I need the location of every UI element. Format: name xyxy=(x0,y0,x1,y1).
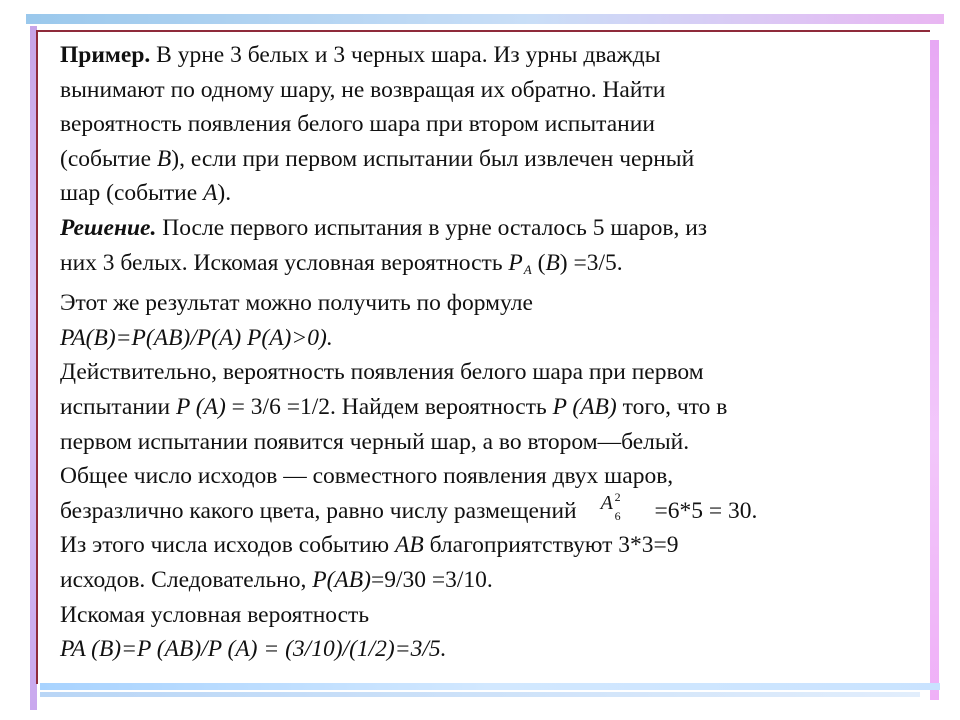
prob-PAB: P (AB) xyxy=(552,393,617,420)
example-line-3: вероятность появления белого шара при втором испытании xyxy=(60,111,655,138)
text: благоприятствуют 3*3=9 xyxy=(423,532,679,559)
detail-line-4: Общее число исходов — совместного появления двух шаров, xyxy=(60,463,674,490)
text: В урне 3 белых и 3 черных шара. Из урны дважды xyxy=(150,42,661,68)
formula: PA(B)=P(AB)/P(A) P(A)>0). xyxy=(60,324,333,351)
event-B: B xyxy=(156,145,172,172)
event-AB: AB xyxy=(394,532,424,559)
final-formula: PA (B)=P (AB)/P (A) = (3/10)/(1/2)=3/5. xyxy=(60,636,447,663)
text: ) =3/5. xyxy=(559,249,623,276)
example-line-1 xyxy=(60,38,920,73)
event-A: A xyxy=(203,180,218,207)
example-line-2: вынимают по одному шару, не возвращая их обратно. Найти xyxy=(60,76,666,103)
text: них 3 белых. Искомая условная вероятность xyxy=(60,249,509,276)
solution-line-1 xyxy=(60,211,920,246)
detail-line-1: Действительно, вероятность появления белого шара при первом xyxy=(60,359,704,386)
text: испытании xyxy=(60,393,176,420)
final-line-1: Искомая условная вероятность xyxy=(60,601,370,628)
formula-line-1: Этот же результат можно получить по формуле xyxy=(60,290,533,317)
perm-sub: 6 xyxy=(614,508,621,523)
frame-top-line xyxy=(36,30,930,32)
frame-left-line xyxy=(36,30,38,684)
example-line-4 xyxy=(60,142,920,177)
text: если при первом испытании был извлечен черный xyxy=(184,145,695,172)
text: исходов. Следовательно, xyxy=(60,566,313,593)
frame-top-bar xyxy=(26,14,944,24)
perm-A: A xyxy=(600,491,613,514)
solution-label: Решение. xyxy=(60,214,157,241)
text: Из этого числа исходов событию xyxy=(60,532,395,559)
text: ). xyxy=(217,180,232,207)
detail-line-5 xyxy=(60,489,920,529)
text: (событие xyxy=(60,145,157,172)
frame-bottom-bar xyxy=(40,683,940,690)
subscript-A: A xyxy=(523,261,532,277)
text: шар (событие xyxy=(60,180,204,207)
text: того, что в xyxy=(616,393,728,420)
event-B: B xyxy=(545,249,560,276)
final-line-2 xyxy=(60,632,920,667)
solution-line-2 xyxy=(60,246,920,281)
slide-text xyxy=(60,38,920,667)
prob-PA: P (A) xyxy=(175,393,226,420)
text: = 3/6 =1/2. Найдем вероятность xyxy=(225,393,553,420)
detail-line-3: первом испытании появится черный шар, а во втором—белый. xyxy=(60,428,690,455)
text: ), xyxy=(171,145,185,172)
text: =9/30 =3/10. xyxy=(370,566,493,593)
example-line-5 xyxy=(60,176,920,211)
perm-sup: 2 xyxy=(614,489,621,504)
prob-PAB: P(AB) xyxy=(312,566,371,593)
detail-line-7 xyxy=(60,563,920,598)
prob-P: P xyxy=(508,249,523,276)
text: ( xyxy=(531,249,546,276)
permutation-symbol xyxy=(589,489,649,524)
detail-line-2 xyxy=(60,390,920,425)
example-label: Пример. xyxy=(60,42,151,68)
detail-line-6 xyxy=(60,528,920,563)
text: После первого испытания в урне осталось 5 шаров, из xyxy=(156,214,708,241)
text: безразлично какого цвета, равно числу размещений xyxy=(60,497,577,524)
frame-bottom-bar-2 xyxy=(40,692,920,697)
formula-line-2 xyxy=(60,321,920,356)
frame-right-bar xyxy=(930,40,939,700)
text: =6*5 = 30. xyxy=(648,497,758,524)
